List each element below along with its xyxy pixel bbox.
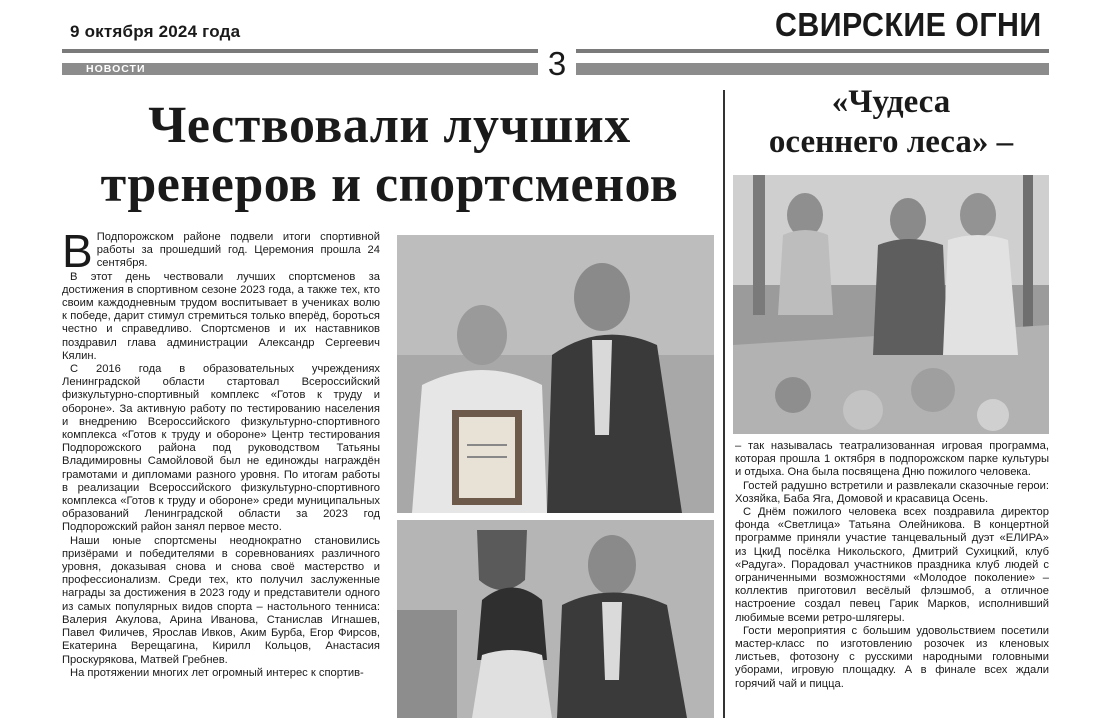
main-article-body bbox=[62, 231, 380, 718]
column-divider bbox=[723, 90, 725, 718]
main-paragraph-1 bbox=[62, 231, 380, 277]
main-paragraph-4: Наши юные спортсмены неоднократно становились призёрами и победителями в соревнованиях различного уровня, доказывая снова и снова своё мастерство и профессионализм. Среди тех, кто получил заслуженные награды за достижения в 2023 году и представители одного из самых популярных видов спорта – настольного тенниса: Валерия Акулова, Арина Иванова, Станислав Игнашев, Павел Филичев, Ярослав Ивков, Аким Бурба, Егор Фирсов, Екатерина Верещагина, Кирилл Кольцов, Анастасия Проскурякова, Матвей Гребнев. bbox=[62, 534, 380, 666]
main-paragraph-3: С 2016 года в образовательных учреждениях Ленинградской области стартовал Всероссийский физкультурно-спортивный комплекс «Готов к труду и обороне». За активную работу по тестированию населения и внедрению Всероссийского физкультурно-спортивного комплекса «Готов к труду и обороне» Центр тестирования Подпорожского района под руководством Татьяны Владимировны Самойловой был не единожды награждён грамотами и дипломами разного уровня. По итогам работы в реализации Всероссийского физкультурно-спортивного комплекса «Готов к труду и обороне» среди муниципальных образований Ленинградской области за 2023 год Подпорожский район занял первое место. bbox=[62, 363, 380, 534]
main-paragraph-2: В этот день чествовали лучших спортсменов за достижения в спортивном сезоне 2023 года, а также тех, кто своим каждодневным трудом воспитывает в учениках волю к победе, дарит стимул стремиться только вперёд, бороться честно и справедливо. Спортсменов и их наставников поздравил глава администрации Александр Сергеевич Кялин. bbox=[62, 270, 380, 362]
side-paragraph-3: С Днём пожилого человека всех поздравила директор фонда «Светлица» Татьяна Олейникова. В концертной программе приняли участие танцевальный дуэт «ЕЛИРА» из ЦкиД посёлка Никольского, Дмитрий Сухицкий, клуб «Радуга». Порадовал участников праздника клуб людей с ограниченными возможностями «Молодое поколение» – коллектив приготовил весёлый флэшмоб, а отличное настроение создал певец Гарик Марков, исполнивший любимые всеми ретро-шлягеры. bbox=[735, 506, 1049, 624]
header-rule-left bbox=[62, 49, 538, 53]
section-bar-right bbox=[576, 63, 1049, 75]
side-article-body bbox=[735, 440, 1049, 718]
main-paragraph-1-text: Подпорожском районе подвели итоги спортивной работы за прошедший год. Церемония прошла 24 сентября. bbox=[96, 231, 380, 270]
main-headline bbox=[62, 96, 717, 214]
side-headline bbox=[732, 82, 1050, 162]
photo-autumn-event bbox=[733, 175, 1049, 434]
photo-coach-award bbox=[397, 235, 714, 513]
section-label: НОВОСТИ bbox=[86, 63, 146, 75]
page-number: 3 bbox=[547, 45, 567, 82]
main-headline-line1: Чествовали лучших bbox=[148, 97, 631, 154]
dropcap: В bbox=[62, 231, 93, 277]
header-rule-right bbox=[576, 49, 1049, 53]
newspaper-masthead: СВИРСКИЕ ОГНИ bbox=[775, 6, 1042, 43]
side-paragraph-2: Гостей радушно встретили и развлекали сказочные герои: Хозяйка, Баба Яга, Домовой и красавица Осень. bbox=[735, 479, 1049, 505]
main-paragraph-5: На протяжении многих лет огромный интерес к спортив- bbox=[70, 666, 364, 679]
issue-date: 9 октября 2024 года bbox=[70, 22, 241, 41]
main-headline-line2: тренеров и спортсменов bbox=[100, 156, 679, 213]
side-headline-line2: осеннего леса» – bbox=[768, 124, 1014, 160]
photo-athlete-award bbox=[397, 520, 714, 718]
side-paragraph-1: – так называлась театрализованная игровая программа, которая прошла 1 октября в подпорожском парке культуры и отдыха. Она была посвящена Дню пожилого человека. bbox=[735, 440, 1049, 479]
side-headline-line1: «Чудеса bbox=[831, 84, 951, 120]
side-paragraph-4: Гости мероприятия с большим удовольствием посетили мастер-класс по изготовлению розочек из кленовых листьев, фотозону с русскими народными головными уборами, игровую площадку. А в финале всех ждали горячий чай и пицца. bbox=[735, 624, 1049, 690]
